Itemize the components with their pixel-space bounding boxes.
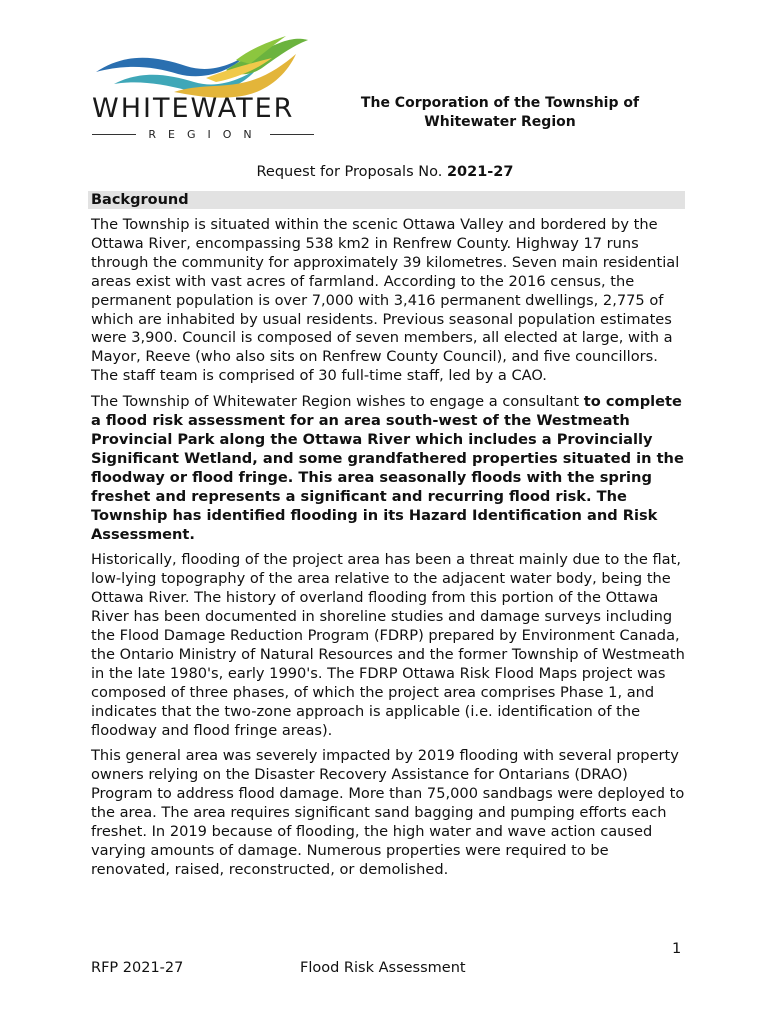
page-number: 1 <box>672 941 682 957</box>
logo-region-text: REGION <box>148 127 264 141</box>
paragraph-consultant-intro: The Township of Whitewater Region wishes to engage a consultant <box>91 393 584 411</box>
logo-subtitle <box>92 126 314 142</box>
paragraph-consultant-scope: to complete a flood risk assessment for an area south-west of the Westmeath Provincial Park along the Ottawa River which includes a Provincially Significant Wetland, and some grandfathered properties situated in the floodway or flood fringe. This area seasonally floods with the spring freshet and represents a significant and recurring flood risk. The Township has identified flooding in its Hazard Identification and Risk Assessment. <box>91 393 684 543</box>
paragraph-history: Historically, flooding of the project area has been a threat mainly due to the flat, low-lying topography of the area relative to the adjacent water body, being the Ottawa River. The history of overland flooding from this portion of the Ottawa River has been documented in shoreline studies and damage surveys including the Flood Damage Reduction Program (FDRP) prepared by Environment Canada, the Ontario Ministry of Natural Resources and the former Township of Westmeath in the late 1980's, early 1990's. The FDRP Ottawa Risk Flood Maps project was composed of three phases, of which the project area comprises Phase 1, and indicates that the two-zone approach is applicable (i.e. identification of the floodway and flood fringe areas). <box>91 551 685 739</box>
section-heading-background: Background <box>88 191 685 209</box>
corp-title-line1: The Corporation of the Township of <box>360 95 640 111</box>
body-text <box>91 216 685 887</box>
rfp-number-line <box>200 164 570 180</box>
logo-wordmark: WHITEWATER <box>92 93 295 124</box>
paragraph-township: The Township is situated within the scenic Ottawa Valley and bordered by the Ottawa River, encompassing 538 km2 in Renfrew County. Highway 17 runs through the community for approximately 39 kilometres. Seven main residential areas exist with vast acres of farmland. According to the 2016 census, the permanent population is over 7,000 with 3,416 permanent dwellings, 2,775 of which are inhabited by usual residents. Previous seasonal population estimates were 3,900. Council is composed of seven members, all elected at large, with a Mayor, Reeve (who also sits on Renfrew County Council), and five councillors. The staff team is comprised of 30 full-time staff, led by a CAO. <box>91 216 680 385</box>
footer-rfp: RFP 2021-27 <box>91 960 184 976</box>
rfp-number: 2021-27 <box>446 164 514 180</box>
paragraph-2019-flooding: This general area was severely impacted by 2019 flooding with several property owners relying on the Disaster Recovery Assistance for Ontarians (DRAO) Program to address flood damage. More than 75,000 sandbags were deployed to the area. The area requires significant sand bagging and pumping efforts each freshet. In 2019 because of flooding, the high water and wave action caused varying amounts of damage. Numerous properties were required to be renovated, raised, reconstructed, or demolished. <box>91 747 685 878</box>
footer-title: Flood Risk Assessment <box>300 960 466 976</box>
rfp-prefix: Request for Proposals No. <box>256 164 443 180</box>
corporation-title <box>330 94 670 132</box>
corp-title-line2: Whitewater Region <box>424 114 576 130</box>
paragraph-consultant <box>91 393 685 544</box>
